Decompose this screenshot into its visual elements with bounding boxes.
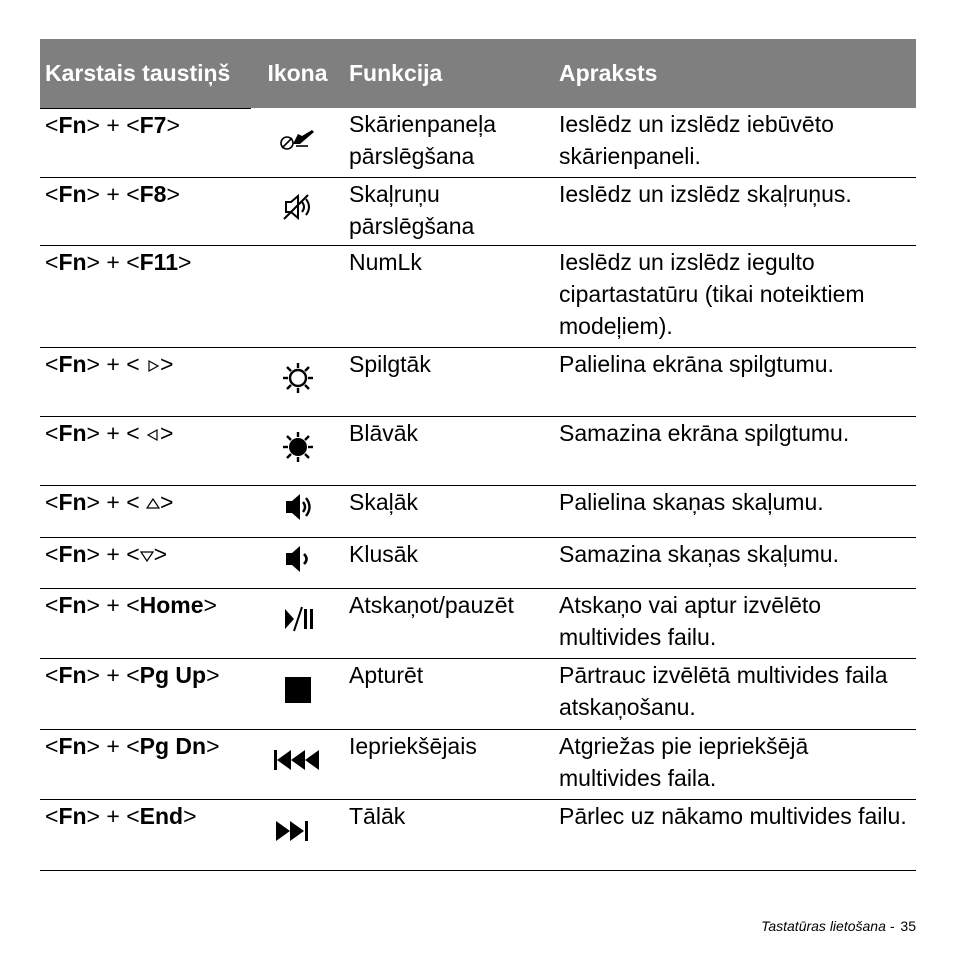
hotkey-pre: < (45, 732, 59, 759)
description-cell: Ieslēdz un izslēdz iegulto cipartastatūru (tikai noteiktiem modeļiem). (554, 245, 916, 347)
arrow-right-icon (146, 351, 160, 377)
function-cell: Klusāk (344, 537, 554, 588)
hotkey-fn: Fn (58, 540, 87, 567)
hotkey-fn: Fn (58, 488, 87, 515)
hotkey-cell (40, 729, 251, 799)
next-track-icon (272, 813, 324, 849)
icon-cell (251, 485, 344, 537)
hotkey-post: > (206, 732, 220, 759)
function-cell: Atskaņot/pauzēt (344, 588, 554, 658)
hotkey-post: > (160, 488, 174, 515)
page-number: 35 (900, 918, 916, 934)
hotkey-fn: Fn (58, 248, 87, 275)
hotkey-name: F7 (139, 111, 167, 138)
icon-cell (251, 177, 344, 245)
hotkey-cell (40, 177, 251, 245)
hotkey-fn: Fn (58, 802, 87, 829)
table-row (40, 245, 916, 347)
hotkey-post: > (166, 180, 180, 207)
hotkey-pre: < (45, 248, 59, 275)
hotkey-post: > (178, 248, 192, 275)
stop-icon (278, 672, 318, 708)
hotkey-cell (40, 108, 251, 177)
hotkey-post: > (153, 540, 168, 567)
description-cell: Palielina ekrāna spilgtumu. (554, 347, 916, 416)
table-row (40, 729, 916, 799)
hotkey-mid: > + < (86, 540, 140, 567)
touchpad-toggle-icon (278, 120, 318, 156)
header-function: Funkcija (349, 60, 443, 86)
hotkey-name: F8 (139, 180, 167, 207)
table-row (40, 485, 916, 537)
function-cell: Tālāk (344, 799, 554, 870)
hotkey-name: F11 (139, 248, 178, 275)
icon-cell (251, 245, 344, 347)
function-cell: Skaļruņu pārslēgšana (344, 177, 554, 245)
description-cell: Palielina skaņas skaļumu. (554, 485, 916, 537)
description-cell: Pārlec uz nākamo multivides failu. (554, 799, 916, 870)
icon-cell (251, 108, 344, 177)
speaker-mute-icon (278, 189, 318, 225)
hotkey-fn: Fn (58, 661, 87, 688)
icon-cell (251, 416, 344, 485)
hotkey-pre: < (45, 419, 59, 446)
hotkey-pre: < (45, 540, 59, 567)
hotkey-mid: > + < (86, 732, 140, 759)
table-row (40, 416, 916, 485)
icon-cell (251, 799, 344, 870)
description-cell: Pārtrauc izvēlētā multivides faila atskaņošanu. (554, 658, 916, 729)
hotkey-mid: > + < (86, 488, 147, 515)
hotkey-post: > (166, 111, 180, 138)
hotkey-fn: Fn (58, 419, 87, 446)
volume-down-icon (278, 541, 318, 577)
header-icon: Ikona (267, 60, 328, 86)
table-row (40, 347, 916, 416)
page-footer (761, 918, 916, 934)
hotkey-name: Pg Up (139, 661, 207, 688)
description-cell: Atskaņo vai aptur izvēlēto multivides failu. (554, 588, 916, 658)
hotkey-post: > (206, 661, 220, 688)
hotkey-name: Home (139, 591, 204, 618)
description-cell: Samazina skaņas skaļumu. (554, 537, 916, 588)
table-row (40, 108, 916, 177)
table-row (40, 537, 916, 588)
description-cell: Ieslēdz un izslēdz skaļruņus. (554, 177, 916, 245)
hotkey-cell (40, 799, 251, 870)
hotkey-pre: < (45, 180, 59, 207)
hotkey-post: > (160, 350, 174, 377)
header-description: Apraksts (559, 60, 658, 86)
description-cell: Ieslēdz un izslēdz iebūvēto skārienpaneli. (554, 108, 916, 177)
hotkey-cell (40, 537, 251, 588)
hotkey-cell (40, 245, 251, 347)
hotkey-mid: > + < (86, 350, 147, 377)
hotkey-cell (40, 658, 251, 729)
hotkey-cell (40, 588, 251, 658)
icon-cell (251, 347, 344, 416)
table-row (40, 588, 916, 658)
hotkey-cell (40, 485, 251, 537)
hotkey-post: > (183, 802, 197, 829)
hotkey-mid: > + < (86, 111, 140, 138)
hotkey-mid: > + < (86, 248, 140, 275)
description-cell: Samazina ekrāna spilgtumu. (554, 416, 916, 485)
footer-section-title: Tastatūras lietošana - (761, 918, 895, 934)
function-cell: Spilgtāk (344, 347, 554, 416)
function-cell: Skaļāk (344, 485, 554, 537)
icon-cell (251, 658, 344, 729)
hotkey-name: End (139, 802, 184, 829)
hotkey-mid: > + < (86, 180, 140, 207)
hotkey-fn: Fn (58, 732, 87, 759)
table-row (40, 177, 916, 245)
table-row (40, 658, 916, 729)
hotkey-cell (40, 347, 251, 416)
table-header-row (40, 39, 916, 108)
arrow-up-icon (146, 489, 160, 515)
brightness-down-icon (278, 429, 318, 465)
function-cell: NumLk (344, 245, 554, 347)
hotkey-mid: > + < (86, 591, 140, 618)
hotkey-name: Pg Dn (139, 732, 207, 759)
hotkey-fn: Fn (58, 350, 87, 377)
arrow-down-icon (140, 541, 154, 567)
hotkey-mid: > + < (86, 802, 140, 829)
table-row (40, 799, 916, 870)
hotkey-fn: Fn (58, 591, 87, 618)
hotkey-pre: < (45, 591, 59, 618)
hotkey-fn: Fn (58, 180, 87, 207)
hotkey-pre: < (45, 661, 59, 688)
hotkey-table (40, 39, 916, 871)
hotkey-cell (40, 416, 251, 485)
hotkey-pre: < (45, 350, 59, 377)
volume-up-icon (278, 489, 318, 525)
description-cell: Atgriežas pie iepriekšējā multivides faila. (554, 729, 916, 799)
brightness-up-icon (278, 360, 318, 396)
header-hotkey: Karstais taustiņš (45, 59, 231, 86)
previous-track-icon (272, 742, 324, 778)
function-cell: Blāvāk (344, 416, 554, 485)
function-cell: Skārienpaneļa pārslēgšana (344, 108, 554, 177)
play-pause-icon (278, 601, 318, 637)
hotkey-fn: Fn (58, 111, 87, 138)
icon-cell (251, 537, 344, 588)
hotkey-pre: < (45, 488, 59, 515)
function-cell: Apturēt (344, 658, 554, 729)
arrow-left-icon (146, 420, 160, 446)
function-cell: Iepriekšējais (344, 729, 554, 799)
hotkey-mid: > + < (86, 661, 140, 688)
icon-cell (251, 588, 344, 658)
hotkey-post: > (160, 419, 174, 446)
hotkey-pre: < (45, 111, 59, 138)
hotkey-mid: > + < (86, 419, 147, 446)
icon-cell (251, 729, 344, 799)
hotkey-pre: < (45, 802, 59, 829)
hotkey-post: > (203, 591, 217, 618)
